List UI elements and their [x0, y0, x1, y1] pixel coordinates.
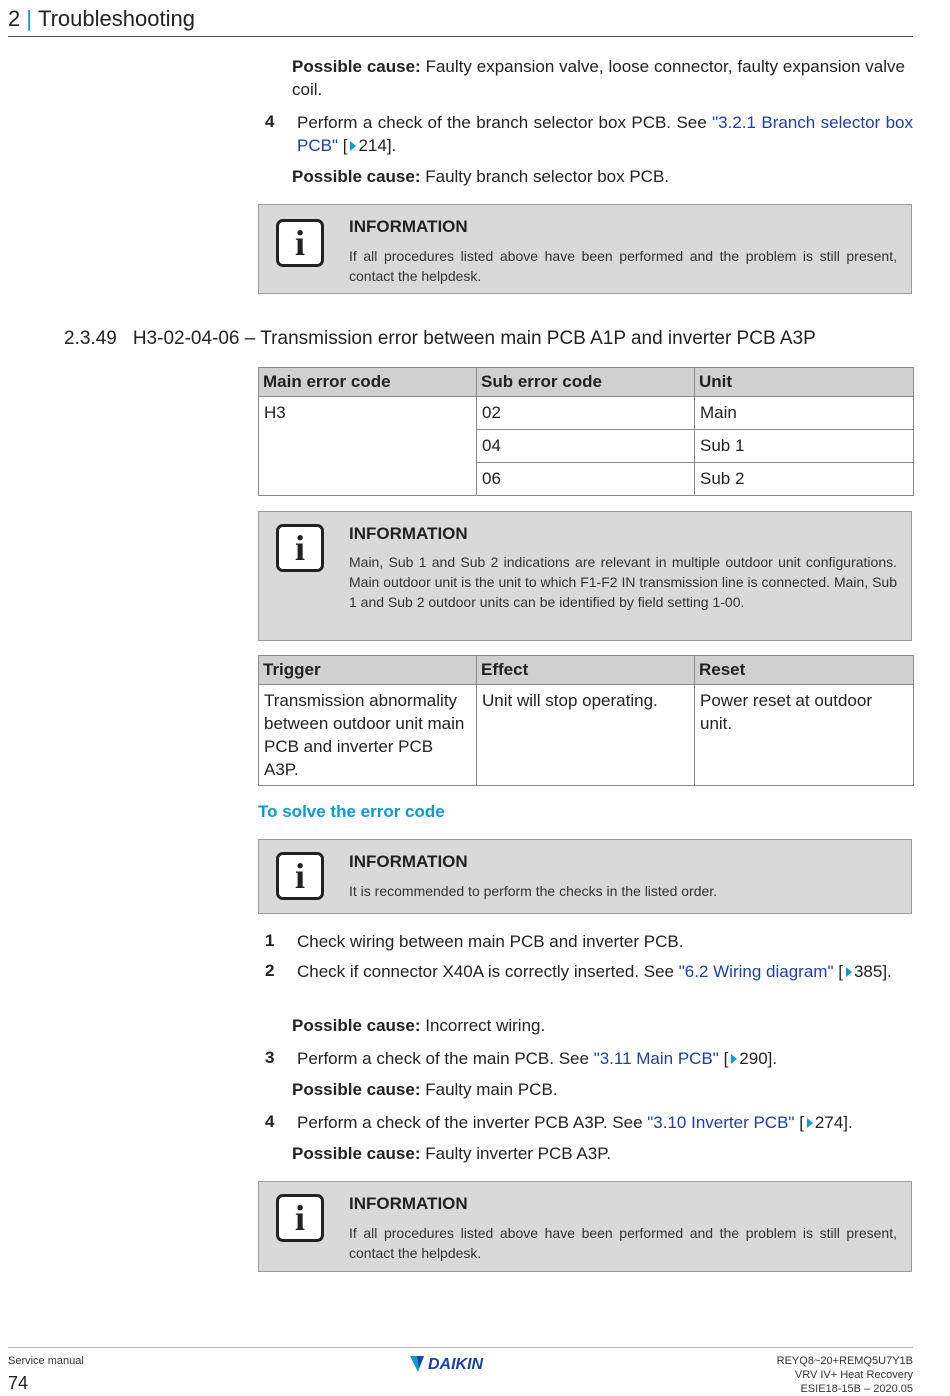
page-ref-arrow-icon — [807, 1118, 813, 1128]
page-ref-arrow-icon — [350, 141, 356, 151]
step-text — [297, 111, 913, 157]
step-number: 1 — [265, 931, 275, 950]
column-header: Trigger — [259, 656, 477, 685]
info-icon: i — [276, 524, 324, 572]
page-ref-arrow-icon — [846, 967, 852, 977]
info-title: INFORMATION — [349, 217, 468, 236]
cause-text: Incorrect wiring. — [420, 1016, 546, 1035]
unit-cell: Sub 1 — [695, 430, 914, 463]
cause-label: Possible cause: — [292, 57, 421, 76]
possible-cause — [292, 1014, 545, 1037]
footer-divider — [8, 1347, 913, 1348]
column-header: Reset — [695, 656, 914, 685]
page-ref: 274]. — [814, 1113, 853, 1132]
info-title: INFORMATION — [349, 524, 468, 543]
column-header: Sub error code — [477, 368, 695, 397]
chapter-number: 2 — [8, 6, 21, 31]
step-text-pre: Perform a check of the branch selector box PCB. See — [297, 113, 713, 132]
main-pcb-link[interactable]: "3.11 Main PCB" — [593, 1049, 719, 1068]
cause-text: Faulty inverter PCB A3P. — [420, 1144, 612, 1163]
section-title-text: H3-02-04-06 – Transmission error between main PCB A1P and inverter PCB A3P — [132, 328, 816, 349]
wiring-diagram-link[interactable]: "6.2 Wiring diagram" — [678, 962, 834, 981]
section-title — [64, 328, 816, 350]
daikin-logo — [408, 1352, 512, 1374]
model-range: REYQ8~20+REMQ5U7Y1B — [776, 1355, 913, 1367]
cause-label: Possible cause: — [292, 167, 421, 186]
step-text: Check wiring between main PCB and inverter PCB. — [297, 932, 684, 951]
possible-cause-2 — [292, 165, 669, 188]
step-text — [297, 1047, 777, 1070]
document-code: ESIE18-15B – 2020.05 — [800, 1383, 913, 1395]
page-ref: 385]. — [853, 962, 892, 981]
possible-cause-1 — [292, 55, 905, 101]
footer-document-info — [777, 1354, 913, 1396]
step-number: 4 — [265, 1112, 275, 1131]
unit-cell: Main — [695, 397, 914, 430]
main-error-code: H3 — [259, 397, 477, 496]
information-box — [258, 511, 912, 641]
info-icon: i — [276, 1194, 324, 1242]
logo-text: DAIKIN — [428, 1356, 484, 1373]
step-text — [297, 960, 913, 983]
trigger-cell: Transmission abnormality between outdoor unit main PCB and inverter PCB A3P. — [259, 685, 477, 786]
ref-bracket: [ — [794, 1113, 804, 1132]
effect-cell: Unit will stop operating. — [477, 685, 695, 786]
info-title: INFORMATION — [349, 852, 468, 871]
product-line: VRV IV+ Heat Recovery — [794, 1369, 913, 1381]
trigger-effect-reset-table — [258, 655, 914, 786]
cause-label: Possible cause: — [292, 1080, 421, 1099]
inverter-pcb-link[interactable]: "3.10 Inverter PCB" — [647, 1113, 795, 1132]
cause-text: Faulty expansion valve, loose connector, faulty expansion valve coil. — [292, 57, 905, 99]
possible-cause — [292, 1142, 611, 1165]
info-text: It is recommended to perform the checks in the listed order. — [349, 883, 718, 899]
section-number: 2.3.49 — [64, 328, 117, 349]
error-code-table — [258, 367, 914, 496]
cause-label: Possible cause: — [292, 1144, 421, 1163]
step-number: 3 — [265, 1048, 275, 1067]
step-number: 4 — [265, 112, 275, 131]
ref-bracket: [ — [833, 962, 843, 981]
sub-error-code: 06 — [477, 463, 695, 496]
cause-label: Possible cause: — [292, 1016, 421, 1035]
manual-type: Service manual — [8, 1355, 84, 1367]
info-title: INFORMATION — [349, 1194, 468, 1213]
page-header — [8, 6, 195, 32]
table-header-row — [259, 656, 914, 685]
column-header: Main error code — [259, 368, 477, 397]
info-text: If all procedures listed above have been performed and the problem is still present, contact the helpdesk. — [349, 248, 897, 284]
step-text — [297, 1111, 853, 1134]
page-ref-arrow-icon — [731, 1054, 737, 1064]
information-box — [258, 204, 912, 294]
info-icon: i — [276, 219, 324, 267]
solve-heading: To solve the error code — [258, 802, 445, 821]
table-row — [259, 685, 914, 786]
column-header: Effect — [477, 656, 695, 685]
branch-selector-link[interactable]: "3.2.1 Branch selector box PCB" — [297, 113, 914, 155]
info-text: Main, Sub 1 and Sub 2 indications are relevant in multiple outdoor unit configurations. Main outdoor unit is the unit to which F1-F2 IN transmission line is connected. Main, Sub 1 and Sub 2 outdoor units can be identified by field setting 1-00. — [349, 554, 897, 610]
info-text: If all procedures listed above have been performed and the problem is still present, contact the helpdesk. — [349, 1225, 897, 1261]
header-separator: | — [26, 6, 32, 31]
unit-cell: Sub 2 — [695, 463, 914, 496]
step-text-pre: Check if connector X40A is correctly inserted. See — [297, 962, 679, 981]
information-box — [258, 839, 912, 914]
page-ref: 290]. — [739, 1049, 778, 1068]
possible-cause — [292, 1078, 558, 1101]
ref-bracket: [ — [718, 1049, 729, 1068]
cause-text: Faulty branch selector box PCB. — [420, 167, 670, 186]
information-box — [258, 1181, 912, 1272]
page-number: 74 — [8, 1373, 29, 1393]
page-ref: 214]. — [358, 136, 397, 155]
ref-bracket: [ — [338, 136, 348, 155]
cause-text: Faulty main PCB. — [420, 1080, 558, 1099]
step-number: 2 — [265, 961, 275, 980]
step-text-pre: Perform a check of the inverter PCB A3P. See — [297, 1113, 648, 1132]
info-icon: i — [276, 852, 324, 900]
column-header: Unit — [695, 368, 914, 397]
table-header-row — [259, 368, 914, 397]
sub-error-code: 04 — [477, 430, 695, 463]
step-text-pre: Perform a check of the main PCB. See — [297, 1049, 594, 1068]
chapter-title: Troubleshooting — [37, 6, 195, 31]
sub-error-code: 02 — [477, 397, 695, 430]
table-row — [259, 397, 914, 430]
header-divider — [8, 36, 913, 37]
reset-cell: Power reset at outdoor unit. — [695, 685, 914, 786]
